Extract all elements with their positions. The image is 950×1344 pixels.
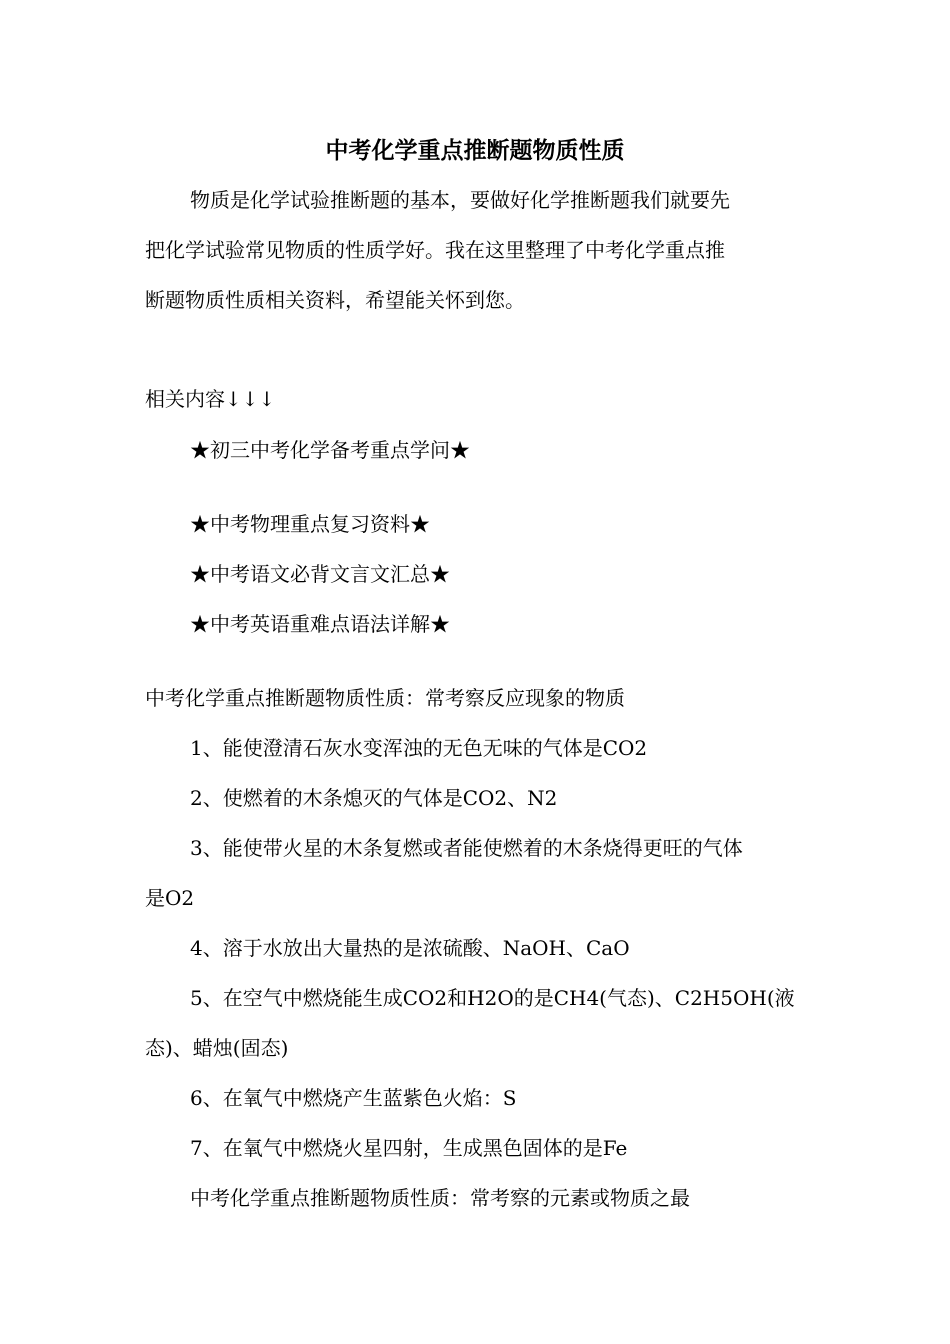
list-item: 6、在氧气中燃烧产生蓝紫色火焰：S bbox=[190, 1086, 517, 1110]
list-item: 3、能使带火星的木条复燃或者能使燃着的木条烧得更旺的气体 bbox=[190, 836, 743, 860]
related-link-2[interactable]: ★中考物理重点复习资料★ bbox=[190, 512, 430, 536]
list-item-continuation: 态)、蜡烛(固态) bbox=[145, 1036, 289, 1060]
list-item: 4、溶于水放出大量热的是浓硫酸、NaOH、CaO bbox=[190, 936, 630, 960]
intro-line-3: 断题物质性质相关资料，希望能关怀到您。 bbox=[145, 288, 525, 312]
intro-line-1: 物质是化学试验推断题的基本，要做好化学推断题我们就要先 bbox=[190, 188, 730, 212]
list-item-continuation: 是O2 bbox=[145, 886, 195, 910]
section-heading-reactions: 中考化学重点推断题物质性质：常考察反应现象的物质 bbox=[145, 686, 625, 710]
list-item: 5、在空气中燃烧能生成CO2和H2O的是CH4(气态)、C2H5OH(液 bbox=[190, 986, 795, 1010]
section-heading-elements: 中考化学重点推断题物质性质：常考察的元素或物质之最 bbox=[190, 1186, 690, 1210]
list-item: 1、能使澄清石灰水变浑浊的无色无味的气体是CO2 bbox=[190, 736, 648, 760]
intro-line-2: 把化学试验常见物质的性质学好。我在这里整理了中考化学重点推 bbox=[145, 238, 725, 262]
related-label: 相关内容↓↓↓ bbox=[145, 387, 276, 411]
related-link-1[interactable]: ★初三中考化学备考重点学问★ bbox=[190, 438, 470, 462]
related-link-3[interactable]: ★中考语文必背文言文汇总★ bbox=[190, 562, 450, 586]
page-title: 中考化学重点推断题物质性质 bbox=[325, 137, 625, 164]
related-link-4[interactable]: ★中考英语重难点语法详解★ bbox=[190, 612, 450, 636]
list-item: 7、在氧气中燃烧火星四射，生成黑色固体的是Fe bbox=[190, 1136, 628, 1160]
list-item: 2、使燃着的木条熄灭的气体是CO2、N2 bbox=[190, 786, 558, 810]
